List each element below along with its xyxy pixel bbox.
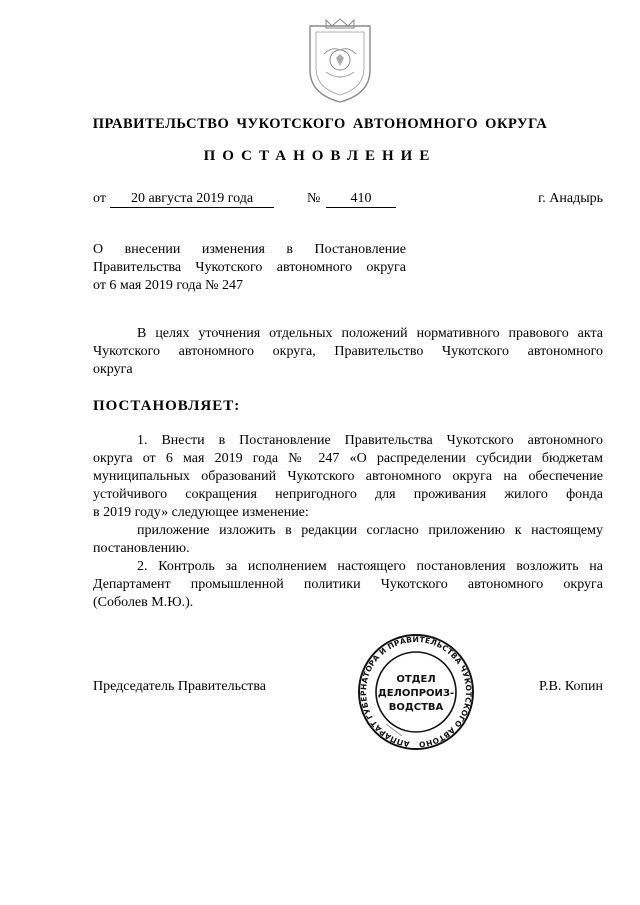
signer-title: Председатель Правительства — [93, 679, 266, 694]
preamble-paragraph — [93, 325, 603, 379]
preamble-line: округа — [93, 362, 133, 377]
item-line: устойчивого сокращения непригодного для проживания жилого фонда — [93, 487, 603, 502]
item-line: муниципальных образований Чукотского автономного округа на обеспечение — [93, 469, 603, 484]
preamble-line: В целях уточнения отдельных положений нормативного правового акта — [137, 326, 603, 341]
item-line: приложение изложить в редакции согласно приложению к настоящему — [137, 523, 603, 538]
document-date: 20 августа 2019 года — [110, 191, 274, 208]
document-type-title: ПОСТАНОВЛЕНИЕ — [203, 148, 437, 164]
document-meta-row — [93, 191, 603, 211]
document-subject — [93, 241, 406, 295]
preamble-line: Чукотского автономного округа, Правительство Чукотского автономного — [93, 344, 603, 359]
number-label: № — [307, 191, 321, 206]
svg-text:ДЕЛОПРОИЗ-: ДЕЛОПРОИЗ- — [377, 688, 455, 699]
svg-text:АППАРАТ ГУБЕРНАТОРА И ПРАВИТЕЛ: АППАРАТ ГУБЕРНАТОРА И ПРАВИТЕЛЬСТВА ЧУКОТСКОГО АВТОНО — [358, 634, 474, 750]
item-line: округа от 6 мая 2019 года № 247 «О распределении субсидии бюджетам — [93, 451, 603, 466]
item-line: в 2019 году» следующее изменение: — [93, 505, 309, 520]
date-from-label: от — [93, 191, 106, 206]
item-line: 2. Контроль за исполнением настоящего постановления возложить на — [137, 559, 603, 574]
item-line: Департамент промышленной политики Чукотского автономного округа — [93, 577, 603, 592]
item-line: постановлению. — [93, 541, 190, 556]
resolves-heading: ПОСТАНОВЛЯЕТ: — [93, 398, 241, 414]
document-number: 410 — [326, 191, 396, 208]
document-city: г. Анадырь — [538, 191, 603, 206]
signer-name: Р.В. Копин — [539, 679, 603, 694]
resolution-items — [93, 432, 603, 612]
subject-line: от 6 мая 2019 года № 247 — [93, 278, 244, 293]
item-line: 1. Внести в Постановление Правительства Чукотского автономного — [137, 433, 603, 448]
svg-text:ОТДЕЛ: ОТДЕЛ — [396, 674, 436, 685]
svg-text:ВОДСТВА: ВОДСТВА — [388, 702, 444, 713]
item-line: (Соболев М.Ю.). — [93, 595, 194, 610]
organization-title: ПРАВИТЕЛЬСТВО ЧУКОТСКОГО АВТОНОМНОГО ОКРУГА — [92, 116, 548, 132]
coat-of-arms-emblem — [304, 18, 376, 104]
subject-line: Правительства Чукотского автономного округа — [93, 260, 406, 275]
subject-line: О внесении изменения в Постановление — [93, 242, 406, 257]
office-stamp — [350, 630, 482, 754]
